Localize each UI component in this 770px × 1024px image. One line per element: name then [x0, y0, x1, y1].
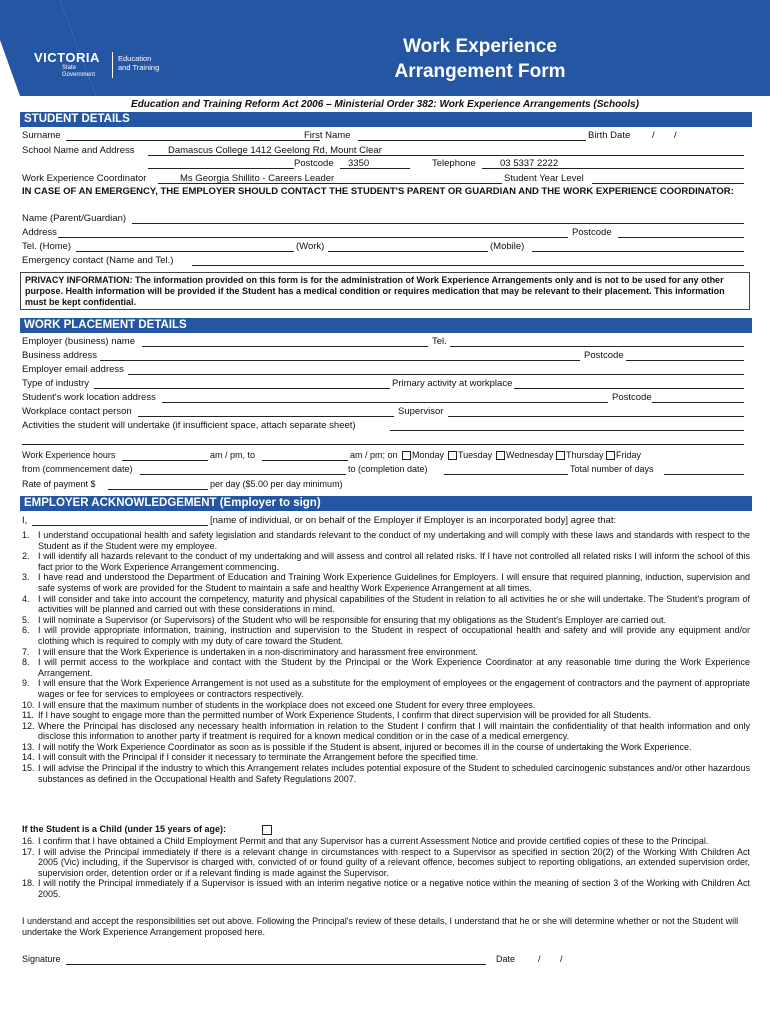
row-surname: Surname First Name Birth Date / /	[22, 130, 677, 141]
list-item	[22, 752, 750, 763]
day-tuesday[interactable]: Tuesday	[448, 450, 492, 460]
school-value: Damascus College 1412 Geelong Rd, Mount Clear	[168, 145, 382, 156]
item-text: I confirm that I have obtained a Child Employment Permit and that any Supervisor has a current Assessment Notice and provide certified copies of these to the Principal.	[38, 836, 709, 846]
ack-name-field[interactable]	[32, 525, 208, 526]
item-number: 1.	[22, 530, 30, 540]
telephone-value: 03 5337 2222	[500, 158, 559, 169]
row-contact: Workplace contact person Supervisor	[22, 406, 752, 419]
day-friday[interactable]: Friday	[606, 450, 641, 460]
row-postcode: Postcode 3350 Telephone 03 5337 2222	[22, 158, 752, 171]
list-item	[22, 625, 750, 646]
item-text: I will consult with the Principal if I consider it necessary to terminate the Arrangement before the specified time.	[38, 752, 479, 763]
school-address-line[interactable]	[148, 168, 294, 169]
form-title: Work Experience Arrangement Form	[394, 36, 566, 82]
item-number: 15.	[22, 763, 35, 774]
business-postcode-field[interactable]	[626, 360, 744, 361]
list-item	[22, 763, 750, 784]
guardian-name-field[interactable]	[132, 223, 744, 224]
row-dates: from (commencement date) to (completion date) Total number of days	[22, 464, 752, 477]
row-tel: Tel. (Home) (Work) (Mobile)	[22, 241, 752, 254]
list-item	[22, 572, 750, 593]
item-number: 2.	[22, 551, 30, 562]
item-number: 10.	[22, 699, 35, 710]
guardian-postcode-field[interactable]	[618, 237, 744, 238]
row-hours: Work Experience hours am / pm, to am / pm; on Monday Tuesday Wednesday Thursday Friday	[22, 450, 642, 460]
item-number: 17.	[22, 846, 35, 857]
list-item	[22, 647, 750, 658]
checkbox-icon	[262, 825, 272, 835]
tel-mobile-field[interactable]	[532, 251, 744, 252]
checkbox-icon	[606, 451, 615, 460]
row-school: School Name and Address Damascus College 1412 Geelong Rd, Mount Clear	[22, 145, 752, 158]
checkbox-icon	[496, 451, 505, 460]
employer-tel-field[interactable]	[450, 346, 744, 347]
coordinator-value: Ms Georgia Shillito - Careers Leader	[180, 173, 335, 184]
list-item	[22, 700, 750, 711]
list-item	[22, 594, 750, 615]
row-coordinator: Work Experience Coordinator Ms Georgia Shillito - Careers Leader Student Year Level	[22, 173, 752, 186]
checkbox-icon	[556, 451, 565, 460]
rate-field[interactable]	[108, 489, 208, 490]
row-business-address: Business address Postcode	[22, 350, 752, 363]
department-name: Education and Training	[118, 54, 160, 72]
child-items-list	[22, 836, 750, 900]
work-location-postcode-field[interactable]	[652, 402, 744, 403]
item-number: 16.	[22, 836, 35, 846]
section-work-placement: WORK PLACEMENT DETAILS	[20, 318, 752, 333]
item-text: Where the Principal has disclosed any necessary health information in relation to the Student I confirm that I will maintain the confidentiality of that health information and only disclose this information to another party if treatment is required for a known medical condition or in the case of a medical emergency.	[38, 720, 750, 742]
list-item	[22, 678, 750, 699]
item-text: I will ensure that the Work Experience is undertaken in a non-discriminatory and harassment free environment.	[38, 646, 479, 657]
item-text: I will notify the Principal immediately if a Supervisor is issued with an interim negative notice or a negative notice within the meaning of section 3 of the Working with Children Act 2005.	[38, 878, 750, 899]
list-item	[22, 847, 750, 879]
list-item	[22, 836, 750, 847]
item-number: 9.	[22, 678, 30, 689]
row-signature: Signature Date / /	[22, 954, 563, 964]
item-text: I will advise the Principal immediately if there is a relevant change in circumstances with respect to a Supervisor as specified in section 20(2) of the Working With Children Act 2005 (Vic) including, if the Supervisor is charged with, convicted of or found guilty of a relevant offence, becomes subject to reporting obligations, an extended supervision order, supervision order, detention order or if a relevant finding is made against the Supervisor.	[38, 846, 750, 878]
item-text: I understand occupational health and safety legislation and standards relevant to the conduct of my undertaking and will comply with these laws and standards with respect to the Student as if the Student were my employee.	[38, 530, 750, 551]
list-item	[22, 551, 750, 572]
section-student-details: STUDENT DETAILS	[20, 112, 752, 127]
item-number: 8.	[22, 657, 30, 668]
act-reference: Education and Training Reform Act 2006 – Ministerial Order 382: Work Experience Arrangements (Schools)	[131, 99, 639, 110]
privacy-notice: PRIVACY INFORMATION: The information provided on this form is for the administration of Work Experience Arrangements only and is not to be used for any other purpose. Health information will be provided if the Student has a medical condition or requires medication that may be relevant to their placement. This information must be kept confidential.	[20, 272, 750, 310]
day-wednesday[interactable]: Wednesday	[496, 450, 553, 460]
item-number: 6.	[22, 625, 30, 636]
item-text: I have read and understood the Department of Education and Training Work Experience Guidelines for Employers. I will ensure that required planning, induction, supervision and safe systems of work are provided for the Student to maintain a safe and healthy Work Experience Arrangement at all times.	[38, 572, 750, 593]
list-item	[22, 615, 750, 626]
list-item	[22, 721, 750, 742]
row-ack-name: I, [name of individual, or on behalf of the Employer if Employer is an incorporated body] agree that:	[22, 515, 617, 526]
list-item	[22, 530, 750, 551]
row-child-heading: If the Student is a Child (under 15 years of age):	[22, 824, 752, 837]
row-emergency-contact: Emergency contact (Name and Tel.)	[22, 255, 752, 268]
tel-work-field[interactable]	[328, 251, 488, 252]
checkbox-icon	[448, 451, 457, 460]
employer-email-field[interactable]	[128, 374, 744, 375]
year-level-field[interactable]	[592, 183, 744, 184]
contact-person-field[interactable]	[138, 416, 394, 417]
item-text: If I have sought to engage more than the permitted number of Work Experience Students, I confirm that direct supervision will be provided for all Students.	[38, 710, 652, 721]
industry-field[interactable]	[94, 388, 390, 389]
item-number: 7.	[22, 646, 30, 657]
ack-items-list	[22, 530, 750, 784]
logo-subtext: State Government	[62, 65, 96, 78]
primary-activity-field[interactable]	[514, 388, 744, 389]
row-rate: Rate of payment $ per day ($5.00 per day minimum)	[22, 479, 343, 489]
employer-name-field[interactable]	[142, 346, 428, 347]
item-text: I will consider and take into account the competency, maturity and physical capabilities of the Student in relation to all activities he or she will undertake. The Student's program of activities will be planned and carried out with these considerations in mind.	[38, 593, 750, 615]
item-number: 13.	[22, 741, 35, 752]
day-thursday[interactable]: Thursday	[556, 450, 604, 460]
signature-field[interactable]	[66, 964, 486, 965]
item-text: I will nominate a Supervisor (or Supervisors) of the Student who will be responsible for ensuring that my obligations as the Student's Employer are carried out.	[38, 614, 667, 625]
activities-field[interactable]	[390, 430, 744, 431]
end-time-field[interactable]	[262, 460, 348, 461]
start-time-field[interactable]	[122, 460, 208, 461]
item-number: 4.	[22, 593, 30, 604]
item-number: 12.	[22, 720, 35, 731]
item-number: 11.	[22, 710, 34, 721]
item-text: I will ensure that the maximum number of students in the workplace does not exceed one Student for every three employees.	[38, 699, 536, 710]
commencement-date-field[interactable]	[140, 474, 346, 475]
work-location-field[interactable]	[162, 402, 608, 403]
item-number: 3.	[22, 572, 30, 583]
item-text: I will permit access to the workplace and contact with the Student by the Principal or the Work Experience Coordinator at any reasonable time during the Work Experience Arrangement.	[38, 657, 750, 678]
list-item	[22, 657, 750, 678]
section-employer-ack: EMPLOYER ACKNOWLEDGEMENT (Employer to sign)	[20, 496, 752, 511]
item-text: I will provide appropriate information, training, instruction and supervision to the Student in respect of occupational health and safety and will provide any equipment and/or clothing which is required to comply with my duty of care toward the Student.	[38, 625, 750, 646]
closing-statement: I understand and accept the responsibilities set out above. Following the Principal's review of these details, I understand that he or she will determine whether or not the Student will undertake the Work Experience Arrangement proposed here.	[22, 916, 739, 937]
activities-field-line2[interactable]	[22, 444, 744, 445]
header-white-wedge	[0, 0, 200, 96]
list-item	[22, 878, 750, 899]
first-name-field[interactable]	[358, 140, 586, 141]
emergency-notice: IN CASE OF AN EMERGENCY, THE EMPLOYER SHOULD CONTACT THE STUDENT'S PARENT OR GUARDIAN AND THE WORK EXPERIENCE COORDINATOR:	[22, 186, 734, 197]
supervisor-field[interactable]	[448, 416, 744, 417]
list-item	[22, 710, 750, 721]
item-text: I will ensure that the Work Experience Arrangement is not used as a substitute for the employment of employees or the engagement of contractors and the payment of appropriate wages or fee for services to employees or contractors respectively.	[38, 678, 750, 699]
day-monday[interactable]: Monday	[402, 450, 444, 460]
row-activities: Activities the student will undertake (if insufficient space, attach separate sheet)	[22, 420, 752, 433]
checkbox-icon	[402, 451, 411, 460]
item-number: 5.	[22, 614, 30, 625]
logo-divider	[112, 52, 113, 78]
row-address: Address Postcode	[22, 227, 752, 240]
tel-home-field[interactable]	[76, 251, 294, 252]
row-activities-2	[22, 434, 752, 447]
item-text: I will advise the Principal if the industry to which this Arrangement relates includes potential exposure of the Student to scheduled carcinogenic substances and/or other hazardous substances as defined in the Occupational Health and Safety Regulations 2007.	[38, 763, 750, 784]
row-work-location: Student's work location address Postcode	[22, 392, 752, 405]
completion-date-field[interactable]	[444, 474, 568, 475]
list-item	[22, 742, 750, 753]
item-number: 14.	[22, 752, 35, 763]
postcode-value: 3350	[348, 158, 370, 169]
surname-field[interactable]	[66, 140, 320, 141]
business-address-field[interactable]	[100, 360, 580, 361]
logo-text: VICTORIA	[34, 50, 100, 65]
row-industry: Type of industry Primary activity at workplace	[22, 378, 752, 391]
row-email: Employer email address	[22, 364, 752, 377]
row-guardian: Name (Parent/Guardian)	[22, 213, 752, 226]
child-checkbox[interactable]	[262, 824, 273, 835]
guardian-address-field[interactable]	[58, 237, 568, 238]
item-number: 18.	[22, 878, 35, 889]
emergency-contact-field[interactable]	[192, 265, 744, 266]
item-text: I will notify the Work Experience Coordinator as soon as is possible if the Student is absent, injured or becomes ill in the course of undertaking the Work Experience.	[38, 741, 692, 752]
item-text: I will identify all hazards relevant to the conduct of my undertaking and will assess and control all related risks. If I have not controlled all related risks I will inform the school of this fact prior to the Work Experience Arrangement commencing.	[38, 551, 750, 572]
total-days-field[interactable]	[664, 474, 744, 475]
row-employer: Employer (business) name Tel.	[22, 336, 752, 349]
